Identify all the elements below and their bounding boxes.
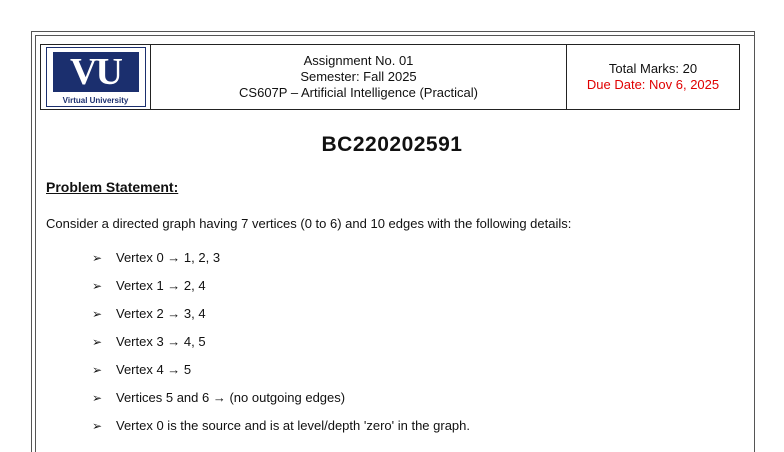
total-marks: Total Marks: 20 [608,61,698,76]
problem-statement-heading: Problem Statement: [46,179,179,195]
list-item-text: Vertex 2 → 3, 4 [116,306,206,321]
arrow-bullet-icon: ➢ [92,363,103,377]
roll-number: BC220202591 [321,133,463,156]
list-item [92,250,220,265]
semester: Semester: Fall 2025 [300,69,417,84]
list-item [92,418,470,433]
course-title: CS607P – Artificial Intelligence (Practical) [239,85,478,100]
list-item-text: Vertex 4 → 5 [116,362,192,377]
list-item-text: Vertex 1 → 2, 4 [116,278,206,293]
arrow-bullet-icon: ➢ [92,251,103,265]
list-item-text: Vertices 5 and 6 → (no outgoing edges) [116,390,346,405]
vu-logo [46,47,146,107]
intro-text: Consider a directed graph having 7 vertices (0 to 6) and 10 edges with the following details: [46,216,572,231]
header-table [40,44,740,110]
arrow-bullet-icon: ➢ [92,391,103,405]
list-item-text: Vertex 0 is the source and is at level/depth 'zero' in the graph. [116,418,471,433]
list-item-text: Vertex 3 → 4, 5 [116,334,206,349]
vu-logo-mark: VU [53,52,139,92]
due-date: Due Date: Nov 6, 2025 [586,77,720,92]
list-item [92,334,206,349]
vu-logo-text: Virtual University [62,96,129,105]
marks-cell [567,45,739,109]
logo-cell [41,45,151,109]
list-item [92,278,206,293]
list-item [92,390,345,405]
title-cell [151,45,567,109]
list-item [92,362,191,377]
list-item [92,306,206,321]
arrow-bullet-icon: ➢ [92,279,103,293]
assignment-number: Assignment No. 01 [303,53,414,68]
arrow-bullet-icon: ➢ [92,307,103,321]
arrow-bullet-icon: ➢ [92,419,103,433]
arrow-bullet-icon: ➢ [92,335,103,349]
list-item-text: Vertex 0 → 1, 2, 3 [116,250,221,265]
